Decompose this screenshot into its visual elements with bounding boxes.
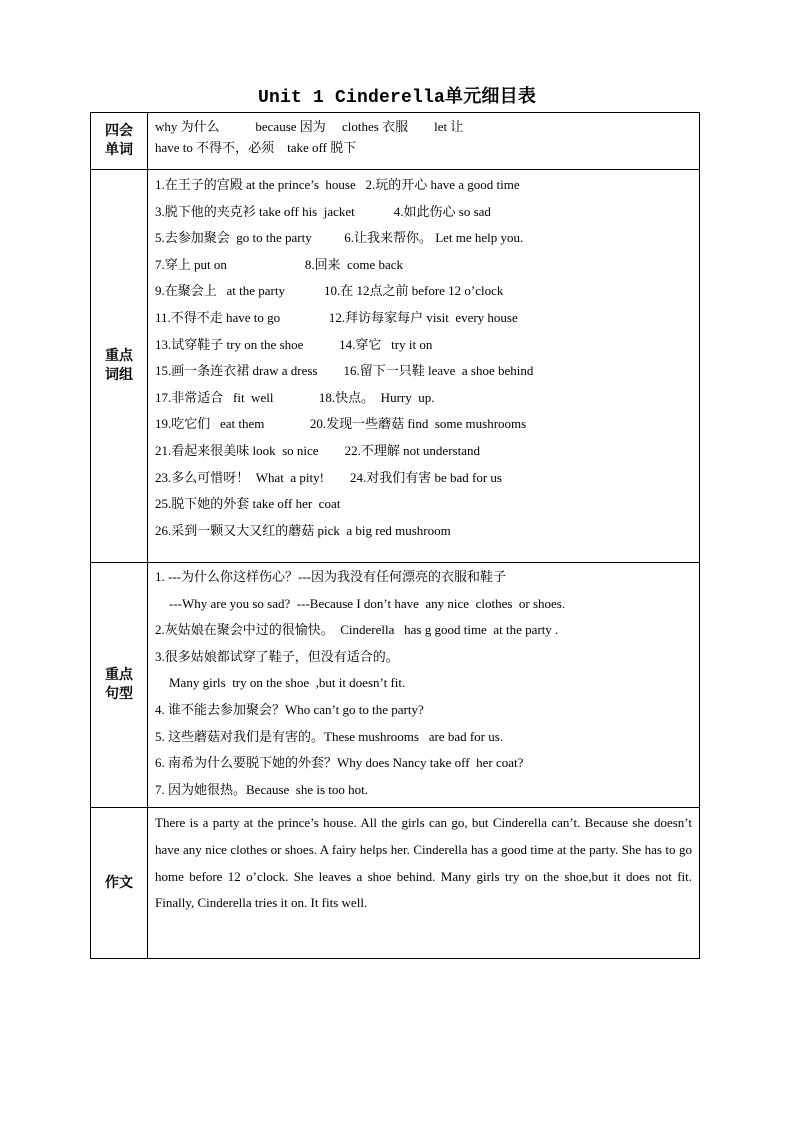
phrase-item: 5.去参加聚会 go to the party 6.让我来帮你。 Let me help you. [155,230,524,246]
sentences-cell [148,563,700,808]
table-row-sentences [91,563,700,808]
sentence-item: 1. ---为什么你这样伤心？---因为我没有任何漂亮的衣服和鞋子 [155,569,506,584]
vocabulary-cell [148,113,700,170]
vocab-line: have to 不得不，必须 take off 脱下 [155,140,357,155]
phrase-item: 25.脱下她的外套 take off her coat [155,496,341,512]
sentence-item: 7. 因为她很热。Because she is too hot. [155,781,369,797]
phrase-item: 23.多么可惜呀！ What a pity! 24.对我们有害 be bad for us [155,469,502,485]
sentence-item: 6. 南希为什么要脱下她的外套？Why does Nancy take off her coat? [155,755,524,771]
phrase-item: 17.非常适合 fit well 18.快点。 Hurry up. [155,389,435,405]
row-header-vocabulary [91,113,148,170]
sentence-item: 2.灰姑娘在聚会中过的很愉快。 Cinderella has g good time at the party . [155,622,559,638]
phrase-item: 11.不得不走 have to go 12.拜访每家每户 visit every house [155,309,518,325]
sentence-item: 3.很多姑娘都试穿了鞋子，但没有适合的。 [155,648,399,664]
phrase-item: 21.看起来很美味 look so nice 22.不理解 not understand [155,442,480,458]
header-line: 作文 [105,875,133,891]
table-row-phrases [91,170,700,563]
phrase-item: 13.试穿鞋子 try on the shoe 14.穿它 try it on [155,336,433,352]
vocab-line: why 为什么 because 因为 clothes 衣服 let 让 [155,119,464,134]
essay-cell [148,808,700,959]
phrase-item: 15.画一条连衣裙 draw a dress 16.留下一只鞋 leave a shoe behind [155,363,534,379]
row-header-essay [91,808,148,959]
header-line: 重点 [105,349,133,364]
phrase-item: 3.脱下他的夹克衫 take off his jacket 4.如此伤心 so sad [155,203,491,219]
table-row-essay [91,808,700,959]
header-line: 词组 [105,368,133,383]
row-header-phrases [91,170,148,563]
sentence-item: ---Why are you so sad? ---Because I don’t have any nice clothes or shoes. [169,595,566,611]
row-header-sentences [91,563,148,808]
sentence-item: Many girls try on the shoe ,but it doesn’t fit. [169,675,406,691]
table-row-vocabulary [91,113,700,170]
essay-text: There is a party at the prince’s house. All the girls can go, but Cinderella can’t. Because she doesn’t have any nice clothes or shoes. A fairy helps her. Cinderella has a good time at the party. She has to go home before 12 o’clock. She leaves a shoe behind. Many girls try on the shoe,but it does not fit. Finally, Cinderella tries it on. It fits well. [155,815,692,911]
header-line: 单词 [105,143,133,158]
phrase-item: 19.吃它们 eat them 20.发现一些蘑菇 find some mushrooms [155,416,527,432]
sentence-item: 4. 谁不能去参加聚会？Who can’t go to the party? [155,701,424,717]
phrase-item: 26.采到一颗又大又红的蘑菇 pick a big red mushroom [155,522,451,538]
phrase-item: 1.在王子的宫殿 at the prince’s house 2.玩的开心 have a good time [155,177,520,192]
page-title: Unit 1 Cinderella单元细目表 [257,88,537,108]
phrase-item: 7.穿上 put on 8.回来 come back [155,256,404,272]
header-line: 重点 [105,668,133,684]
phrases-cell [148,170,700,563]
phrase-item: 9.在聚会上 at the party 10.在 12点之前 before 12 o’clock [155,283,504,299]
unit-detail-table [90,112,700,959]
header-line: 句型 [105,687,133,703]
sentence-item: 5. 这些蘑菇对我们是有害的。These mushrooms are bad for us. [155,728,504,744]
header-line: 四会 [105,124,133,139]
